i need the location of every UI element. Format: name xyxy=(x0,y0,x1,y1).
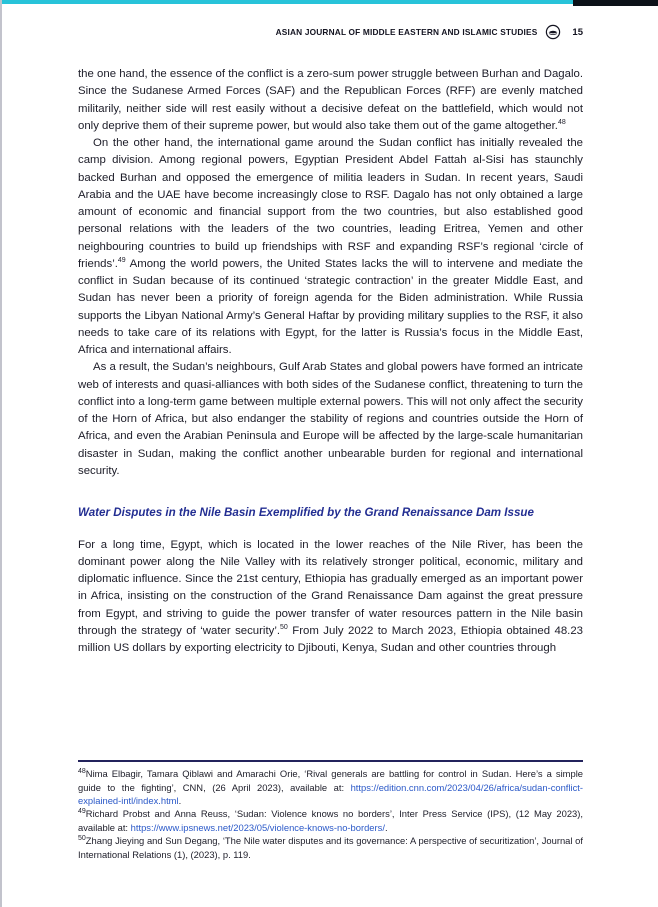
running-header xyxy=(78,24,583,40)
paragraph: the one hand, the essence of the conflict is a zero-sum power struggle between Burhan and Dagalo. Since the Sudanese Armed Forces (SAF) and the Republican Forces (RFF) are evenly matched militarily, neither side will rest easily without a decisive defeat on the battlefield, which would not only deprive them of their supreme power, but would also take them out of the game altogether.$^{48}$ xyxy=(78,68,583,132)
footnote-item: $^{49}$Richard Probst and Anna Reuss, ‘Sudan: Violence knows no borders’, Inter Press Service (IPS), (12 May 2023), available at: https://www.ipsnews.net/2023/05/violence-knows-no-borders/. xyxy=(78,808,583,833)
top-right-corner-bar xyxy=(573,0,658,6)
hyperlink[interactable]: https://edition.cnn.com/2023/04/26/africa/sudan-conflict-explained-intl/index.html xyxy=(78,781,583,806)
page-number: 15 xyxy=(572,26,583,38)
paragraph: For a long time, Egypt, which is located in the lower reaches of the Nile River, has been the dominant power along the Nile Valley with its relatively stronger political, economic, military and diplomatic influence. Since the 21st century, Ethiopia has gradually emerged as an important power in Africa, insisting on the construction of the Grand Renaissance Dam against the great pressure from Egypt, and striving to guide the power transfer of water resources pattern in the Nile basin through the strategy of ‘water security’.$^{50}$ From July 2022 to March 2023, Ethiopia obtained 48.23 million US dollars by exporting electricity to Djibouti, Kenya, Sudan and other countries through xyxy=(78,538,583,654)
top-accent-bar xyxy=(0,0,658,4)
footnote-marker: 49 xyxy=(78,808,86,816)
footnote-ref: 50 xyxy=(280,623,288,631)
publisher-globe-icon xyxy=(545,24,561,40)
footnote-item: $^{50}$Zhang Jieying and Sun Degang, ‘The Nile water disputes and its governance: A perspective of securitization’, Journal of International Relations (1), (2023), p. 119. xyxy=(78,835,583,860)
journal-title: ASIAN JOURNAL OF MIDDLE EASTERN AND ISLAMIC STUDIES xyxy=(275,27,538,37)
footnotes-section xyxy=(78,760,583,861)
footnote-item: $^{48}$Nima Elbagir, Tamara Qiblawi and Amarachi Orie, ‘Rival generals are battling for control in Sudan. Here’s a simple guide to the fighting’, CNN, (26 April 2023), available at: https://edition.cnn.com/2023/04/26/africa/sudan-conflict-explained-intl/index.html. xyxy=(78,768,583,806)
footnote-marker: 50 xyxy=(78,835,86,843)
body-paragraphs-bottom xyxy=(78,537,583,658)
paragraph: As a result, the Sudan’s neighbours, Gulf Arab States and global powers have formed an intricate web of interests and quasi-alliances with both sides of the Sudanese conflict, threatening to turn the conflict into a long-term game between multiple external powers. This will not only affect the security of the Horn of Africa, but also endanger the stability of regions and countries outside the Horn of Africa, and even the Arabian Peninsula and Europe will be affected by the large-scale humanitarian disaster in Sudan, making the conflict another unbearable burden for regional and international security. xyxy=(78,361,583,477)
footnote-ref: 49 xyxy=(117,256,126,264)
left-edge-line xyxy=(0,0,2,907)
hyperlink[interactable]: https://www.ipsnews.net/2023/05/violence-knows-no-borders/ xyxy=(130,821,385,833)
paragraph: On the other hand, the international game around the Sudan conflict has initially revealed the camp division. Among regional powers, Egyptian President Abdel Fattah al-Sisi has staunchly backed Burhan and opposed the emergence of militia leaders in Sudan. In recent years, Saudi Arabia and the UAE have become increasingly close to RSF. Dagalo has not only obtained a large amount of economic and financial support from the two countries, but also established good personal relations with the leaders of the two countries, leading Eritrea, Yemen and other neighbouring countries to build up friendships with RSF and expanding RSF’s regional ‘circle of friends’.$^{49}$ Among the world powers, the United States lacks the will to intervene and mediate the conflict in Sudan because of its continued ‘strategic contraction’ in the greater Middle East, and Sudan has never been a priority of foreign agenda for the Biden administration. While Russia supports the Libyan National Army’s General Haftar by providing military supplies to the RSF, it also needs to take care of its relations with Egypt, for the latter is Russia’s focus in the Middle East, Africa and international affairs. xyxy=(78,137,583,356)
footnote-marker: 48 xyxy=(78,768,86,776)
body-paragraphs-top xyxy=(78,66,583,480)
section-heading: Water Disputes in the Nile Basin Exemplified by the Grand Renaissance Dam Issue xyxy=(78,506,534,519)
article-body xyxy=(78,66,583,657)
footnote-ref: 48 xyxy=(557,118,566,126)
